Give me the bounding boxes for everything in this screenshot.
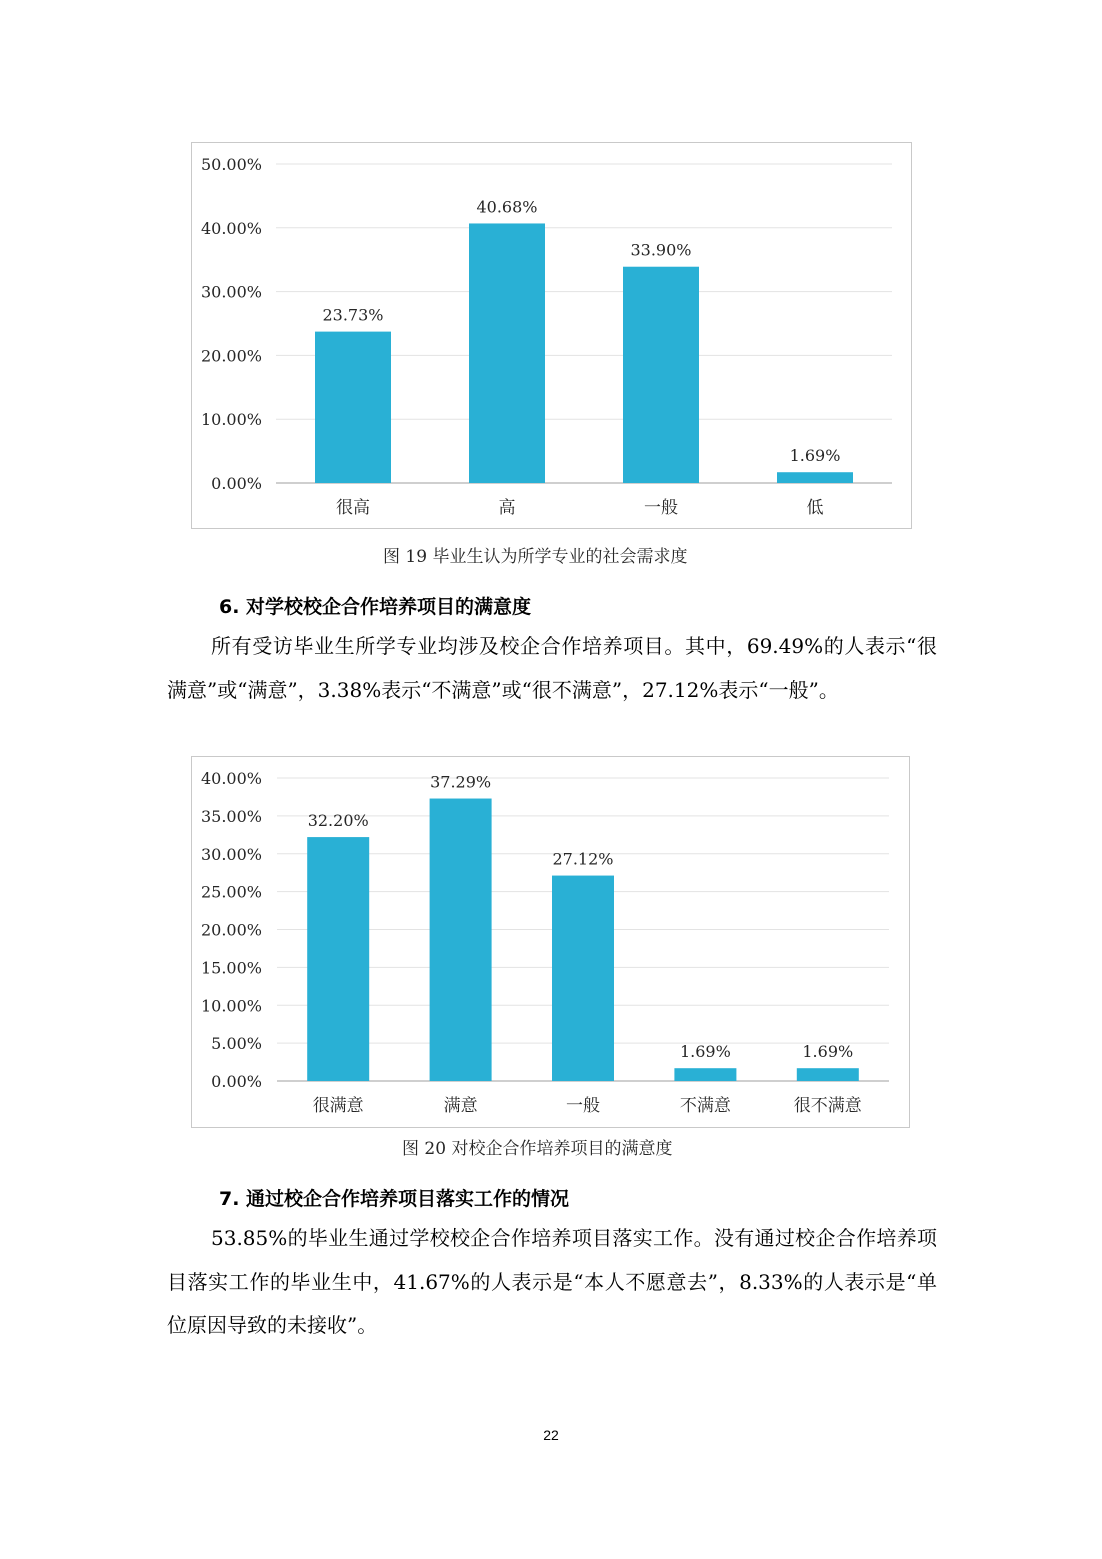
x-category-label: 不满意 (679, 1096, 731, 1116)
bar (674, 1068, 736, 1081)
x-category-label: 高 (498, 498, 516, 518)
bar (797, 1068, 859, 1081)
section-6-heading: 6. 对学校校企合作培养项目的满意度 (219, 596, 532, 618)
bar (777, 472, 853, 483)
chart-social-demand (191, 142, 912, 529)
bar (623, 267, 699, 483)
data-label: 32.20% (307, 811, 369, 831)
y-tick-label: 10.00% (200, 410, 262, 430)
bar (315, 332, 391, 483)
y-tick-label: 30.00% (200, 844, 262, 864)
bar (469, 223, 545, 483)
y-tick-label: 5.00% (211, 1034, 262, 1054)
y-tick-label: 25.00% (200, 882, 262, 902)
data-label: 23.73% (322, 305, 384, 325)
section-6-paragraph: 所有受访毕业生所学专业均涉及校企合作培养项目。其中，69.49%的人表示“很满意”或“满意”，3.38%表示“不满意”或“很不满意”，27.12%表示“一般”。 (167, 634, 937, 702)
figure-20-caption: 图 20 对校企合作培养项目的满意度 (402, 1139, 673, 1159)
data-label: 1.69% (679, 1042, 731, 1062)
y-tick-label: 20.00% (200, 346, 262, 366)
data-label: 33.90% (630, 240, 692, 260)
y-tick-label: 20.00% (200, 920, 262, 940)
x-category-label: 很不满意 (793, 1096, 862, 1116)
y-tick-label: 50.00% (200, 155, 262, 174)
x-category-label: 低 (806, 498, 824, 518)
y-tick-label: 40.00% (200, 769, 262, 788)
x-category-label: 很满意 (312, 1096, 364, 1116)
data-label: 1.69% (789, 446, 841, 466)
y-tick-label: 0.00% (211, 1072, 262, 1091)
y-tick-label: 0.00% (211, 474, 262, 493)
bar (430, 799, 492, 1081)
x-category-label: 一般 (566, 1096, 600, 1116)
section-7-heading: 7. 通过校企合作培养项目落实工作的情况 (219, 1188, 570, 1210)
bar (552, 876, 614, 1081)
figure-19-caption: 图 19 毕业生认为所学专业的社会需求度 (383, 547, 688, 567)
chart-satisfaction-svg (192, 757, 911, 1129)
bar (307, 837, 369, 1081)
x-category-label: 满意 (443, 1096, 478, 1116)
chart-satisfaction (191, 756, 910, 1128)
y-tick-label: 10.00% (200, 996, 262, 1016)
section-7-paragraph: 53.85%的毕业生通过学校校企合作培养项目落实工作。没有通过校企合作培养项目落实工作的毕业生中，41.67%的人表示是“本人不愿意去”，8.33%的人表示是“单位原因导致的未接收”。 (167, 1226, 937, 1337)
data-label: 1.69% (802, 1042, 854, 1062)
y-tick-label: 15.00% (200, 958, 262, 978)
data-label: 37.29% (430, 772, 492, 792)
y-tick-label: 35.00% (200, 806, 262, 826)
chart-social-demand-svg (192, 143, 913, 530)
page-number: 22 (543, 1427, 559, 1443)
y-tick-label: 40.00% (200, 218, 262, 238)
y-tick-label: 30.00% (200, 282, 262, 302)
data-label: 27.12% (552, 849, 614, 869)
x-category-label: 很高 (336, 498, 370, 518)
data-label: 40.68% (476, 197, 538, 217)
x-category-label: 一般 (644, 498, 678, 518)
